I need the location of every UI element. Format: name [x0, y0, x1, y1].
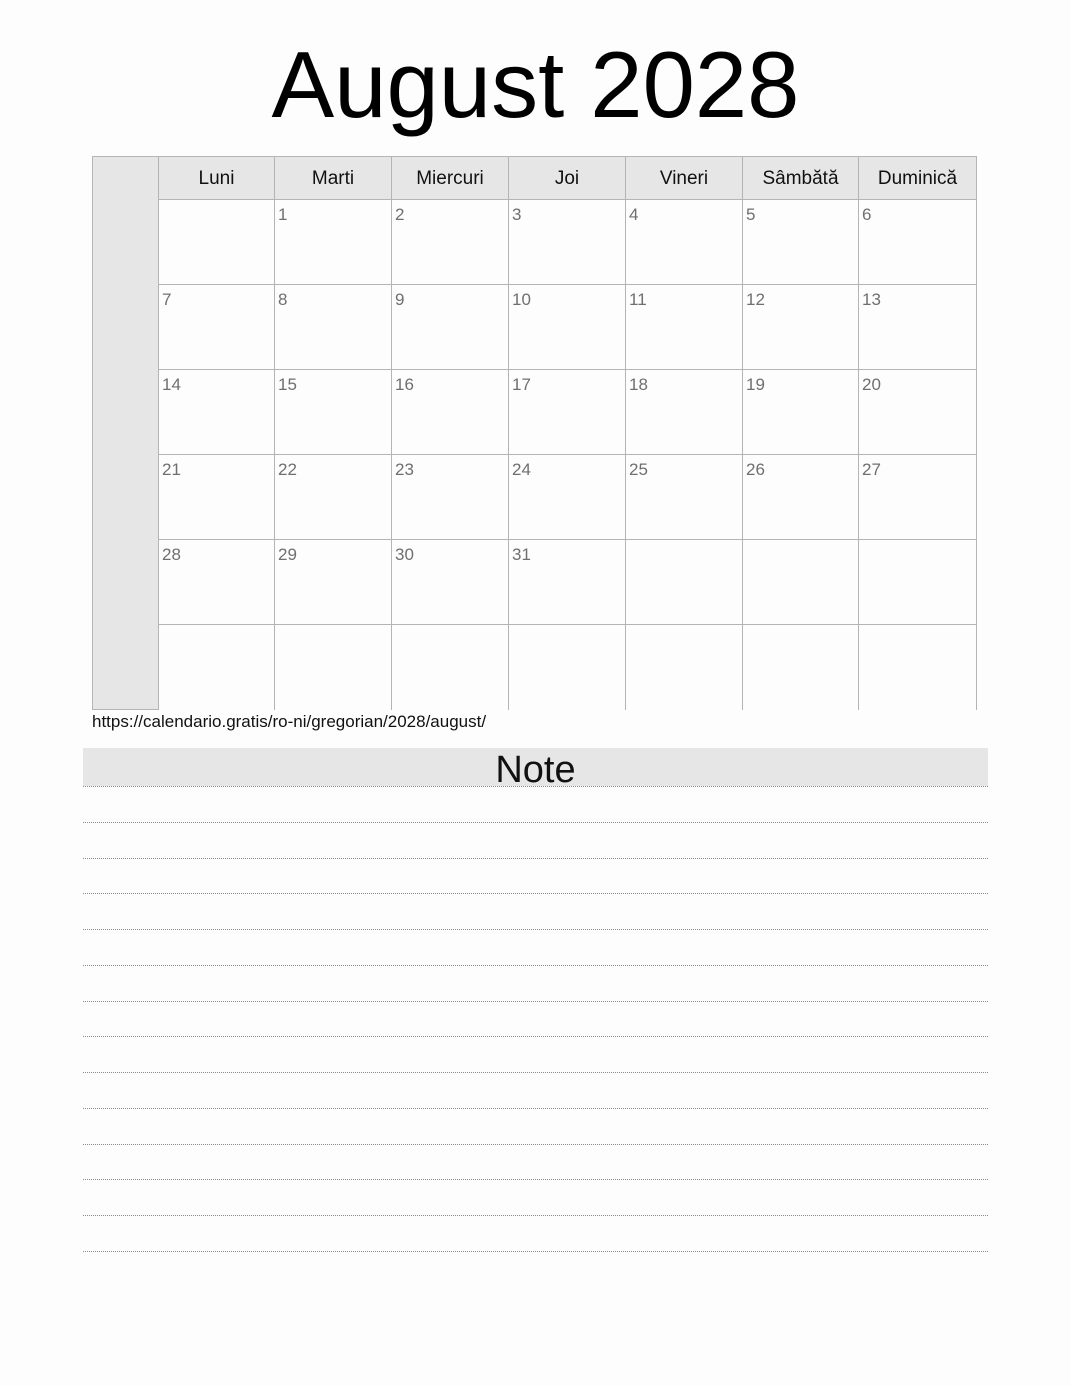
day-number: 23: [395, 460, 414, 479]
note-line: [83, 1108, 988, 1144]
notes-lines: [83, 786, 988, 1252]
day-cell: [509, 285, 626, 370]
day-cell: [743, 455, 859, 540]
day-cell: [275, 370, 392, 455]
day-number: 5: [746, 205, 756, 224]
calendar-title: August 2028: [271, 32, 800, 137]
day-cell: [275, 285, 392, 370]
month-calendar: [92, 156, 977, 710]
day-cell: [392, 370, 509, 455]
note-line: [83, 786, 988, 822]
note-line: [83, 822, 988, 858]
note-line: [83, 1215, 988, 1251]
day-number: 15: [278, 375, 297, 394]
day-number: 18: [629, 375, 648, 394]
day-cell: [509, 455, 626, 540]
day-number: 14: [162, 375, 181, 394]
day-cell: [859, 455, 976, 540]
day-cell: [392, 200, 509, 285]
day-number: 30: [395, 545, 414, 564]
note-line: [83, 893, 988, 929]
day-cell: [275, 540, 392, 625]
weekday-header: Luni: [159, 157, 275, 200]
day-cell: [392, 625, 509, 710]
day-number: 7: [162, 290, 172, 309]
calendar-grid: [159, 157, 976, 709]
day-cell: [626, 625, 743, 710]
day-cell: [626, 540, 743, 625]
note-line: [83, 1036, 988, 1072]
day-cell: [159, 540, 275, 625]
day-number: 25: [629, 460, 648, 479]
note-line: [83, 1251, 988, 1252]
day-cell: [275, 200, 392, 285]
day-cell: [509, 625, 626, 710]
day-number: 22: [278, 460, 297, 479]
day-number: 26: [746, 460, 765, 479]
day-number: 3: [512, 205, 522, 224]
day-cell: [743, 625, 859, 710]
day-cell: [859, 625, 976, 710]
day-number: 31: [512, 545, 531, 564]
note-line: [83, 1144, 988, 1180]
day-number: 27: [862, 460, 881, 479]
day-cell: [859, 370, 976, 455]
day-number: 28: [162, 545, 181, 564]
day-cell: [392, 285, 509, 370]
day-number: 1: [278, 205, 288, 224]
day-number: 17: [512, 375, 531, 394]
day-cell: [743, 540, 859, 625]
day-cell: [159, 370, 275, 455]
day-number: 24: [512, 460, 531, 479]
weekday-header: Vineri: [626, 157, 743, 200]
note-line: [83, 1072, 988, 1108]
day-cell: [626, 455, 743, 540]
note-line: [83, 858, 988, 894]
day-cell: [859, 200, 976, 285]
day-number: 6: [862, 205, 872, 224]
weekday-header: Sâmbătă: [743, 157, 859, 200]
note-line: [83, 929, 988, 965]
weekday-header: Marti: [275, 157, 392, 200]
source-url: https://calendario.gratis/ro-ni/gregorian/2028/august/: [92, 712, 487, 731]
day-cell: [743, 285, 859, 370]
day-cell: [626, 285, 743, 370]
day-number: 21: [162, 460, 181, 479]
day-number: 11: [629, 290, 647, 309]
day-cell: [159, 625, 275, 710]
notes-title: Note: [83, 748, 988, 786]
day-number: 20: [862, 375, 881, 394]
day-cell: [509, 540, 626, 625]
weekday-header: Duminică: [859, 157, 976, 200]
week-number-column: [93, 157, 159, 709]
note-line: [83, 1179, 988, 1215]
day-number: 4: [629, 205, 639, 224]
day-cell: [392, 540, 509, 625]
day-cell: [275, 625, 392, 710]
day-cell: [392, 455, 509, 540]
day-number: 19: [746, 375, 765, 394]
day-cell: [509, 370, 626, 455]
day-cell: [275, 455, 392, 540]
day-cell: [859, 285, 976, 370]
day-number: 16: [395, 375, 414, 394]
day-cell: [743, 370, 859, 455]
day-number: 9: [395, 290, 405, 309]
day-cell: [626, 370, 743, 455]
day-number: 10: [512, 290, 531, 309]
weekday-header: Miercuri: [392, 157, 509, 200]
day-cell: [859, 540, 976, 625]
day-cell: [159, 200, 275, 285]
day-number: 12: [746, 290, 765, 309]
day-number: 29: [278, 545, 297, 564]
day-number: 8: [278, 290, 288, 309]
day-cell: [626, 200, 743, 285]
note-line: [83, 1001, 988, 1037]
day-cell: [743, 200, 859, 285]
weekday-header: Joi: [509, 157, 626, 200]
day-cell: [159, 455, 275, 540]
note-line: [83, 965, 988, 1001]
day-cell: [159, 285, 275, 370]
day-number: 2: [395, 205, 405, 224]
day-cell: [509, 200, 626, 285]
day-number: 13: [862, 290, 881, 309]
